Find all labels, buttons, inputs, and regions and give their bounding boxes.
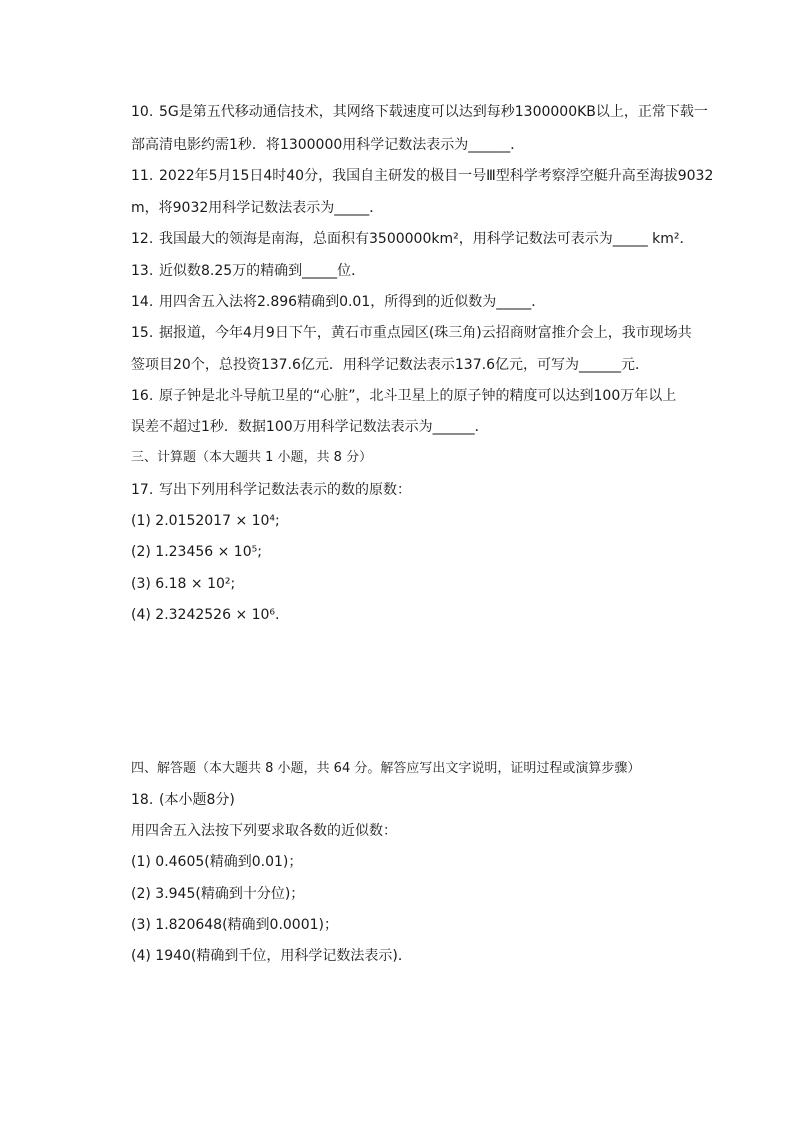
question-11-line-1 (131, 167, 714, 185)
question-text: 部高清电影约需1秒．将1300000用科学记数法表示为______． (131, 137, 525, 153)
question-number: 17. (131, 482, 154, 498)
question-15-line-1 (131, 324, 711, 342)
q17-item-2: (2) 1.23456 × 10⁵; (131, 544, 262, 560)
question-number: 14. (131, 294, 154, 310)
question-number: 13. (131, 263, 154, 279)
question-14 (131, 293, 711, 311)
question-number: 18. (131, 792, 154, 808)
question-text: 2022年5月15日4时40分，我国自主研发的极目一号Ⅲ型科学考察浮空艇升高至海拔9032 (159, 168, 714, 184)
question-text: 据报道，今年4月9日下午，黄石市重点园区(珠三角)云招商财富推介会上，我市现场共 (159, 325, 692, 341)
q18-intro: 用四舍五入法按下列要求取各数的近似数： (131, 823, 397, 839)
q18-item-4: (4) 1940(精确到千位，用科学记数法表示)． (131, 948, 412, 964)
question-11-line-2 (131, 199, 711, 217)
question-text: 原子钟是北斗导航卫星的“心脏”，北斗卫星上的原子钟的精度可以达到100万年以上 (159, 388, 677, 404)
q17-item-3: (3) 6.18 × 10²; (131, 576, 236, 592)
question-text: (本小题8分) (159, 792, 235, 808)
q17-item-1: (1) 2.0152017 × 10⁴; (131, 513, 280, 529)
question-text: 误差不超过1秒．数据100万用科学记数法表示为______． (131, 419, 489, 435)
question-15-line-2 (131, 356, 711, 374)
question-number: 11. (131, 168, 154, 184)
question-17 (131, 481, 711, 499)
question-text: 写出下列用科学记数法表示的数的原数： (159, 482, 411, 498)
question-16-line-1 (131, 387, 711, 405)
question-18 (131, 791, 711, 809)
question-10-line-2 (131, 136, 711, 154)
question-16-line-2 (131, 418, 711, 436)
question-text: 近似数8.25万的精确到_____位． (159, 263, 366, 279)
question-text: 用四舍五入法将2.896精确到0.01，所得到的近似数为_____． (159, 294, 546, 310)
question-text: m，将9032用科学记数法表示为_____． (131, 200, 384, 216)
question-number: 15. (131, 325, 154, 341)
question-10-line-1 (131, 103, 711, 121)
question-text: 5G是第五代移动通信技术，其网络下载速度可以达到每秒1300000KB以上，正常下载一 (159, 104, 708, 120)
question-text: 签项目20个，总投资137.6亿元．用科学记数法表示137.6亿元，可写为______元． (131, 357, 649, 373)
q18-item-1: (1) 0.4605(精确到0.01)； (131, 854, 303, 870)
q17-item-4: (4) 2.3242526 × 10⁶. (131, 607, 280, 623)
question-number: 12. (131, 231, 154, 247)
question-number: 16. (131, 388, 154, 404)
question-number: 10. (131, 104, 154, 120)
q18-item-3: (3) 1.820648(精确到0.0001)； (131, 917, 338, 933)
question-12 (131, 230, 711, 248)
section-4-heading: 四、解答题（本大题共 8 小题，共 64 分。解答应写出文字说明，证明过程或演算步骤） (131, 761, 641, 776)
question-text: 我国最大的领海是南海，总面积有3500000km²，用科学记数法可表示为_____ km²． (159, 231, 694, 247)
section-3-heading: 三、计算题（本大题共 1 小题，共 8 分） (131, 450, 373, 465)
question-13 (131, 262, 711, 280)
q18-item-2: (2) 3.945(精确到十分位)； (131, 886, 305, 902)
